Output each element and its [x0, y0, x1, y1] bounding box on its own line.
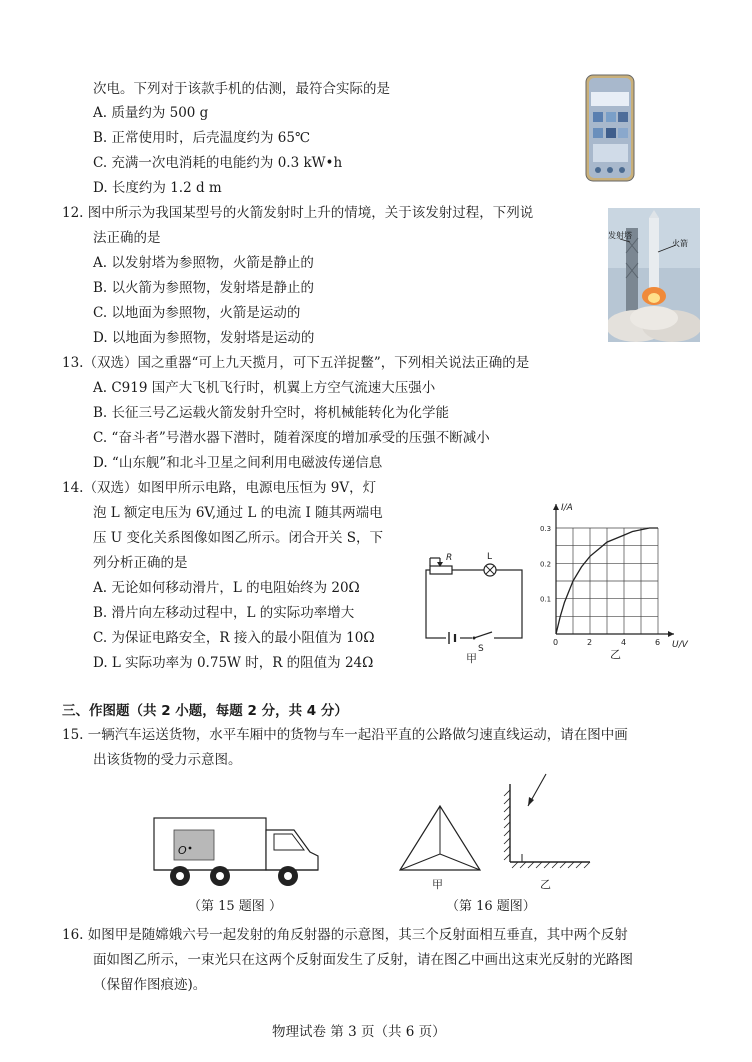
- q14-option-d: D. L 实际功率为 0.75W 时，R 的阻值为 24Ω: [93, 655, 374, 671]
- q14-option-b: B. 滑片向左移动过程中，L 的实际功率增大: [93, 605, 355, 621]
- x-tick-label: 2: [587, 638, 593, 647]
- circuit-label-r: R: [446, 553, 453, 563]
- graph-ticks: [540, 525, 660, 647]
- q14-option-a: A. 无论如何移动滑片，L 的电阻始终为 20Ω: [93, 580, 360, 596]
- q13-option-b: B. 长征三号乙运载火箭发射升空时，将机械能转化为化学能: [93, 405, 450, 421]
- fig16-caption-b: 乙: [540, 878, 551, 891]
- q13-option-a: A. C919 国产大飞机飞行时，机翼上方空气流速大压强小: [93, 380, 436, 396]
- q16-line2: 面如图乙所示，一束光只在这两个反射面发生了反射，请在图乙中画出这束光反射的光路图: [93, 952, 633, 968]
- circuit-diagram: [418, 548, 530, 664]
- q15-caption: （第 15 题图 ）: [188, 899, 282, 914]
- x-axis-arrow: [668, 631, 674, 637]
- q11-stem-tail: 次电。下列对于该款手机的估测，最符合实际的是: [93, 81, 390, 97]
- q15-line2: 出该货物的受力示意图。: [93, 752, 242, 768]
- y-tick-label: 0.3: [540, 525, 552, 533]
- graph-ylabel: I/A: [561, 503, 573, 513]
- q12-option-a: A. 以发射塔为参照物，火箭是静止的: [93, 255, 314, 271]
- q12-stem-line2: 法正确的是: [93, 230, 161, 246]
- truck-figure: [150, 812, 322, 892]
- x-tick-label: 0: [553, 638, 559, 647]
- q11-option-d: D. 长度约为 1.2 d m: [93, 180, 222, 196]
- q14-option-c: C. 为保证电路安全，R 接入的最小阻值为 10Ω: [93, 630, 375, 646]
- q12-option-d: D. 以地面为参照物，发射塔是运动的: [93, 330, 315, 346]
- two-mirrors-diagram: [498, 770, 594, 894]
- q16-line1: 16. 如图甲是随嫦娥六号一起发射的角反射器的示意图，其三个反射面相互垂直，其中两个反射: [62, 927, 628, 943]
- q11-option-b: B. 正常使用时，后壳温度约为 65℃: [93, 130, 311, 146]
- circuit-label-l: L: [487, 552, 493, 562]
- circuit-caption: 甲: [466, 652, 477, 664]
- x-tick-label: 6: [655, 638, 661, 647]
- y-axis-arrow: [553, 504, 559, 510]
- q14-stem-line1: 14.（双选）如图甲所示电路，电源电压恒为 9V，灯: [62, 480, 377, 496]
- cargo-point-label: O: [178, 844, 187, 857]
- section3-heading: 三、作图题（共 2 小题，每题 2 分，共 4 分）: [62, 703, 348, 719]
- q13-stem: 13.（双选）国之重器“可上九天揽月，可下五洋捉鳖”，下列相关说法正确的是: [62, 355, 530, 371]
- q14-stem-line2: 泡 L 额定电压为 6V,通过 L 的电流 I 随其两端电: [93, 505, 383, 521]
- graph-caption: 乙: [610, 648, 621, 661]
- q14-stem-line4: 列分析正确的是: [93, 555, 188, 571]
- q13-option-c: C. “奋斗者”号潜水器下潜时，随着深度的增加承受的压强不断减小: [93, 430, 490, 446]
- q11-option-c: C. 充满一次电消耗的电能约为 0.3 kW•h: [93, 155, 343, 171]
- q14-stem-line3: 压 U 变化关系图像如图乙所示。闭合开关 S，下: [93, 530, 383, 546]
- q11-option-a: A. 质量约为 500 g: [93, 105, 209, 121]
- corner-reflector-diagram: [392, 800, 488, 896]
- q15-line1: 15. 一辆汽车运送货物，水平车厢中的货物与车一起沿平直的公路做匀速直线运动，请在图中画: [62, 727, 628, 743]
- graph-xlabel: U/V: [672, 640, 688, 650]
- q16-caption: （第 16 题图）: [446, 899, 536, 914]
- rocket-label-rocket: 火箭: [672, 239, 688, 248]
- graph-grid: [556, 528, 658, 634]
- rocket-photo: [608, 208, 700, 342]
- graph-axes: [553, 504, 674, 637]
- x-tick-label: 4: [621, 638, 627, 647]
- page-footer: 物理试卷 第 3 页（共 6 页）: [272, 1024, 446, 1040]
- rocket-label-tower: 发射塔: [608, 231, 632, 240]
- fig16-caption-a: 甲: [432, 878, 443, 891]
- q12-option-c: C. 以地面为参照物，火箭是运动的: [93, 305, 301, 321]
- q16-line3: （保留作图痕迹)。: [93, 977, 207, 993]
- circuit-label-s: S: [478, 644, 484, 654]
- q13-option-d: D. “山东舰”和北斗卫星之间利用电磁波传递信息: [93, 455, 383, 471]
- y-tick-label: 0.1: [540, 595, 552, 604]
- phone-image: [585, 74, 635, 182]
- iu-graph: [538, 482, 706, 662]
- q12-option-b: B. 以火箭为参照物，发射塔是静止的: [93, 280, 315, 296]
- q12-stem-line1: 12. 图中所示为我国某型号的火箭发射时上升的情境，关于该发射过程，下列说: [62, 205, 534, 221]
- y-tick-label: 0.2: [540, 560, 552, 569]
